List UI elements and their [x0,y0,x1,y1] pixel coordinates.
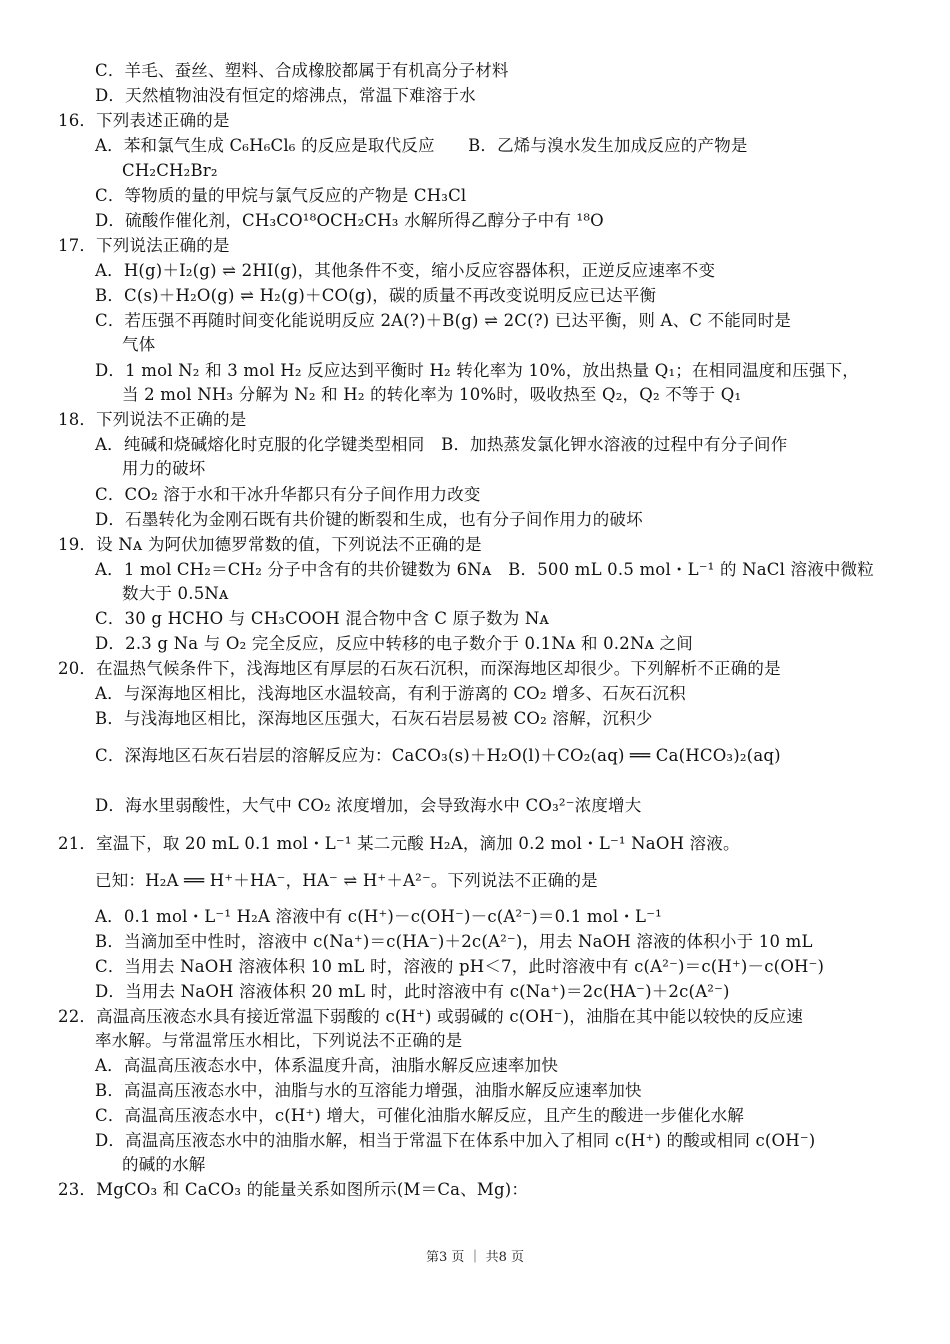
q17-option-c: C．若压强不再随时间变化能说明反应 2A(?)＋B(g) ⇌ 2C(?) 已达平衡，则 A、C 不能同时是 [95,311,792,330]
q21-stem: 21．室温下，取 20 mL 0.1 mol・L⁻¹ 某二元酸 H₂A，滴加 0.2 mol・L⁻¹ NaOH 溶液。 [58,834,740,853]
q22-option-a: A．高温高压液态水中，体系温度升高，油脂水解反应速率加快 [95,1056,559,1075]
page-footer: 第3 页 ｜ 共8 页 [425,1250,525,1265]
q21-option-b: B．当滴加至中性时，溶液中 c(Na⁺)＝c(HA⁻)＋2c(A²⁻)，用去 NaOH 溶液的体积小于 10 mL [95,932,813,951]
q23-stem: 23．MgCO₃ 和 CaCO₃ 的能量关系如图所示(M＝Ca、Mg)： [58,1180,529,1199]
q20-option-c: C．深海地区石灰石岩层的溶解反应为：CaCO₃(s)＋H₂O(l)＋CO₂(aq) ══ Ca(HCO₃)₂(aq) [95,746,781,765]
q17-option-a: A．H(g)＋I₂(g) ⇌ 2HI(g)，其他条件不变，缩小反应容器体积，正逆反应速率不变 [95,261,716,280]
q20-stem: 20．在温热气候条件下，浅海地区有厚层的石灰石沉积，而深海地区却很少。下列解析不正确的是 [58,659,781,678]
q22-option-c: C．高温高压液态水中，c(H⁺) 增大，可催化油脂水解反应，且产生的酸进一步催化水解 [95,1106,744,1125]
q21-given: 已知：H₂A ══ H⁺＋HA⁻，HA⁻ ⇌ H⁺＋A²⁻。下列说法不正确的是 [95,871,598,890]
q22-stem-cont: 率水解。与常温常压水相比，下列说法不正确的是 [95,1031,463,1050]
q19-option-b-cont: 数大于 0.5Nᴀ [122,584,229,603]
q22-option-b: B．高温高压液态水中，油脂与水的互溶能力增强，油脂水解反应速率加快 [95,1081,642,1100]
q18-option-c: C．CO₂ 溶于水和干冰升华都只有分子间作用力改变 [95,485,481,504]
q22-option-d: D．高温高压液态水中的油脂水解，相当于常温下在体系中加入了相同 c(H⁺) 的酸或相同 c(OH⁻) [95,1131,816,1150]
q17-option-b: B．C(s)＋H₂O(g) ⇌ H₂(g)＋CO(g)，碳的质量不再改变说明反应已达平衡 [95,286,657,305]
q18-options-ab: A．纯碱和烧碱熔化时克服的化学键类型相同 B．加热蒸发氯化钾水溶液的过程中有分子间作 [95,435,788,454]
q18-stem: 18．下列说法不正确的是 [58,410,247,429]
q22-stem: 22．高温高压液态水具有接近常温下弱酸的 c(H⁺) 或弱碱的 c(OH⁻)，油脂在其中能以较快的反应速 [58,1007,804,1026]
q16-option-b-cont: CH₂CH₂Br₂ [122,161,218,180]
q21-option-c: C．当用去 NaOH 溶液体积 10 mL 时，溶液的 pH＜7，此时溶液中有 c(A²⁻)＝c(H⁺)－c(OH⁻) [95,957,825,976]
q16-options-ab: A．苯和氯气生成 C₆H₆Cl₆ 的反应是取代反应 B．乙烯与溴水发生加成反应的产物是 [95,136,748,155]
q19-options-ab: A．1 mol CH₂＝CH₂ 分子中含有的共价键数为 6Nᴀ B．500 mL 0.5 mol・L⁻¹ 的 NaCl 溶液中微粒 [95,560,875,579]
q15-option-d: D．天然植物油没有恒定的熔沸点，常温下难溶于水 [95,86,476,105]
q21-option-d: D．当用去 NaOH 溶液体积 20 mL 时，此时溶液中有 c(Na⁺)＝2c(HA⁻)＋2c(A²⁻) [95,982,730,1001]
q18-option-b-cont: 用力的破坏 [122,459,206,478]
q19-option-c: C．30 g HCHO 与 CH₃COOH 混合物中含 C 原子数为 Nᴀ [95,609,550,628]
q19-option-d: D．2.3 g Na 与 O₂ 完全反应，反应中转移的电子数介于 0.1Nᴀ 和 0.2Nᴀ 之间 [95,634,693,653]
q20-option-d: D．海水里弱酸性，大气中 CO₂ 浓度增加，会导致海水中 CO₃²⁻浓度增大 [95,796,642,815]
q17-option-d-cont: 当 2 mol NH₃ 分解为 N₂ 和 H₂ 的转化率为 10%时，吸收热至 Q₂，Q₂ 不等于 Q₁ [122,385,742,404]
q22-option-d-cont: 的碱的水解 [122,1155,206,1174]
q17-option-d: D．1 mol N₂ 和 3 mol H₂ 反应达到平衡时 H₂ 转化率为 10%，放出热量 Q₁；在相同温度和压强下， [95,361,860,380]
q17-option-c-cont: 气体 [122,335,156,354]
q19-stem: 19．设 Nᴀ 为阿伏加德罗常数的值，下列说法不正确的是 [58,535,482,554]
q21-option-a: A．0.1 mol・L⁻¹ H₂A 溶液中有 c(H⁺)－c(OH⁻)－c(A²⁻)＝0.1 mol・L⁻¹ [95,907,662,926]
q18-option-d: D．石墨转化为金刚石既有共价键的断裂和生成，也有分子间作用力的破坏 [95,510,643,529]
q16-stem: 16．下列表述正确的是 [58,111,230,130]
q16-option-c: C．等物质的量的甲烷与氯气反应的产物是 CH₃Cl [95,186,467,205]
q15-option-c: C．羊毛、蚕丝、塑料、合成橡胶都属于有机高分子材料 [95,61,509,80]
q20-option-a: A．与深海地区相比，浅海地区水温较高，有利于游离的 CO₂ 增多、石灰石沉积 [95,684,686,703]
q17-stem: 17．下列说法正确的是 [58,236,230,255]
q20-option-b: B．与浅海地区相比，深海地区压强大，石灰石岩层易被 CO₂ 溶解，沉积少 [95,709,653,728]
q16-option-d: D．硫酸作催化剂，CH₃CO¹⁸OCH₂CH₃ 水解所得乙醇分子中有 ¹⁸O [95,211,604,230]
